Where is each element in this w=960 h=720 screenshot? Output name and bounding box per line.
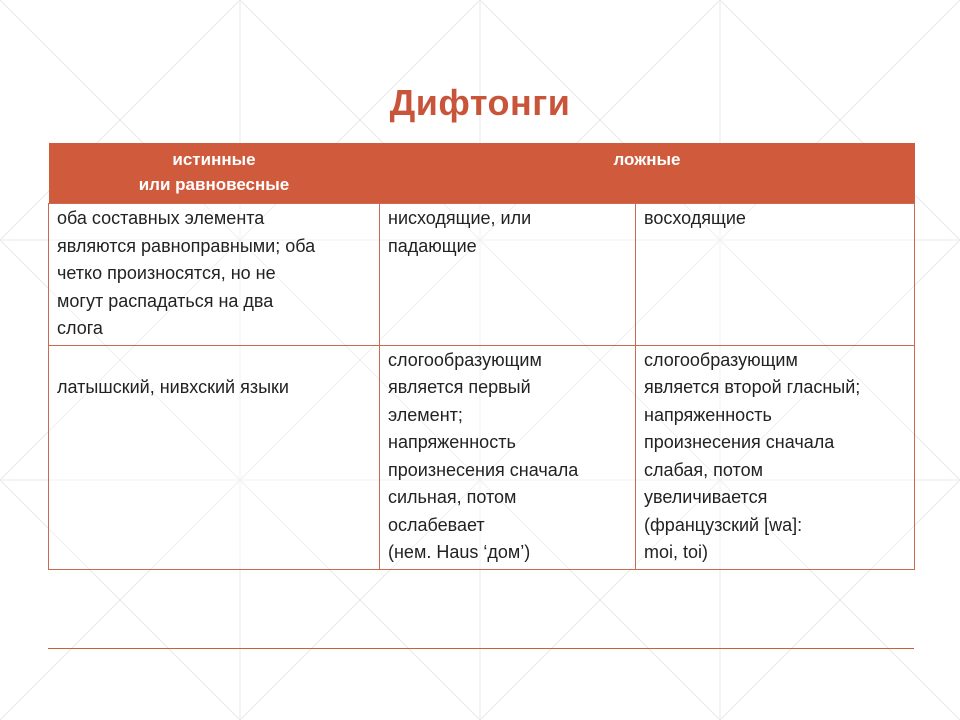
cell-text-line: слогообразующим [388,349,542,370]
cell-text-line: элемент; [388,404,463,425]
cell-text-line: является первый [388,377,531,397]
cell-falling-label [380,204,636,346]
cell-text-line: сильная, потом [388,487,517,507]
cell-text-line: (французский [wa]: [644,514,803,535]
header-false-diphthongs [380,143,915,204]
cell-text-line: падающие [388,235,477,256]
cell-text-line: увеличивается [644,487,768,507]
table-row [49,204,915,346]
cell-rising-description [636,345,915,569]
cell-text-line: произнесения сначала [388,459,579,480]
cell-text-line: являются равноправными; оба [57,235,316,256]
cell-text-line: ослабевает [388,514,485,535]
table-row [49,345,915,569]
cell-text-line: напряженность [388,432,516,452]
cell-falling-description [380,345,636,569]
cell-text-line: произнесения сначала [644,432,835,452]
cell-text-line: оба составных элемента [57,208,265,228]
header-true-diphthongs [49,143,380,204]
cell-true-examples [49,345,380,569]
cell-text-line: латышский, нивхский языки [57,376,289,397]
cell-text-line: слабая, потом [644,459,763,480]
cell-rising-label [636,204,915,346]
cell-text-line: moi, toi) [644,542,709,562]
table-header-row [49,143,915,204]
header-text-line: или равновесные [138,175,290,194]
bottom-divider [48,648,914,649]
cell-text-line: является второй гласный; [644,377,861,397]
cell-text-line: слогообразующим [644,349,798,370]
header-text-line: ложные [613,150,681,169]
cell-text-line: (нем. Haus ‘дом’) [388,542,531,562]
cell-true-definition [49,204,380,346]
cell-text-line: четко произносятся, но не [57,263,276,283]
cell-text-line: нисходящие, или [388,208,532,228]
header-text-line: истинные [172,150,256,169]
cell-text-line: слога [57,318,103,338]
diphthong-table [48,143,915,570]
slide-title: Дифтонги [389,82,571,123]
cell-text-line: напряженность [644,404,772,425]
cell-text-line: могут распадаться на два [57,290,274,311]
cell-text-line: восходящие [644,208,746,228]
